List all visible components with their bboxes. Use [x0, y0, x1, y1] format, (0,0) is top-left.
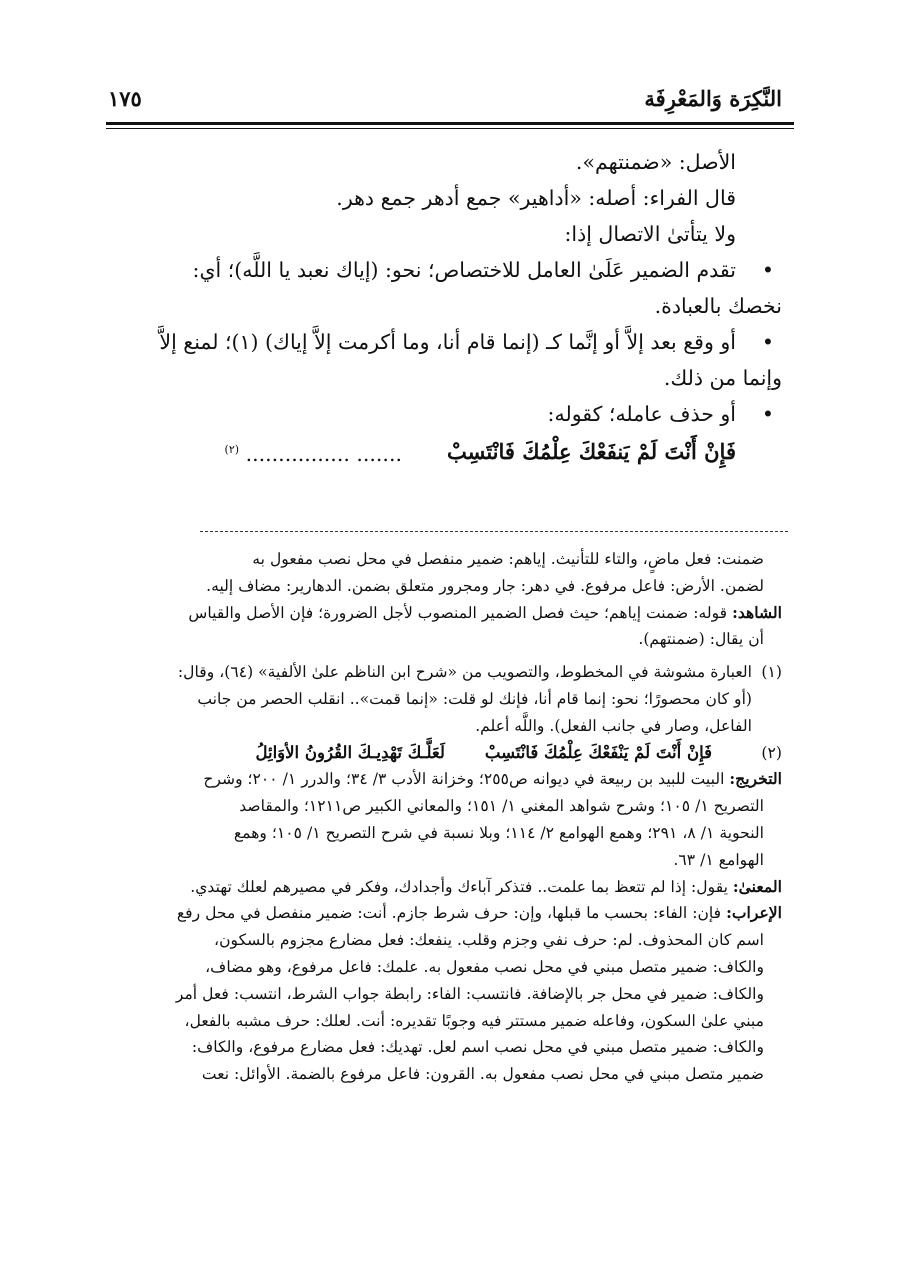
- footnote-mark: (٢): [224, 443, 240, 456]
- footnote-line: المعنىٰ: يقول: إذا لم تتعظ بما علمت.. فتذكر آباءك وأجدادك، وفكر في مصيرهم لعلك تهتدي.: [190, 876, 782, 896]
- main-text: [100, 144, 782, 472]
- footnote-line: الإعراب: فإن: الفاء: بحسب ما قبلها، وإن: حرف شرط جازم. أنت: ضمير منفصل في محل رفع: [176, 903, 782, 923]
- verse-hemistich-a: فَإِنْ أَنْتَ لَمْ يَنْفَعْكَ عِلْمُكَ فَانْتَسِبْ: [484, 742, 712, 762]
- header-rule-thin: [106, 128, 794, 129]
- footnote-line: مبني علىٰ السكون، وفاعله ضمير مستتر فيه وجوبًا تقديره: أنت. لعلك: حرف مشبه بالفعل،: [184, 1011, 764, 1030]
- footnote-line: النحوية ١/ ٨، ٢٩١؛ وهمع الهوامع ٢/ ١١٤؛ وبلا نسبة في شرح التصريح ١/ ١٠٥؛ وهمع: [233, 823, 764, 842]
- footnote-line: أن يقال: (ضمنتهم).: [638, 630, 764, 649]
- bullet-marker: •: [761, 258, 774, 282]
- running-header-title: النَّكِرَة وَالمَعْرِفَة: [644, 86, 782, 111]
- footnotes: [100, 546, 782, 1088]
- footnote-line: والكاف: ضمير في محل جر بالإضافة. فانتسب: الفاء: رابطة جواب الشرط، انتسب: فعل أمر: [175, 984, 764, 1003]
- footnote-1: (١)العبارة مشوشة في المخطوط، والتصويب من «شرح ابن الناظم علىٰ الألفية» (٦٤)، وقال:: [100, 659, 782, 686]
- bullet-text: أو حذف عامله؛ كقوله:: [547, 402, 736, 426]
- footnote-line: والكاف: ضمير متصل مبني في محل نصب اسم لعل. تهديك: فعل مضارع مرفوع، والكاف:: [191, 1038, 764, 1057]
- footnote-line: الفاعل، وصار في جانب الفعل). واللَّه أعلم.: [475, 716, 752, 735]
- main-line: ولا يتأتىٰ الاتصال إذا:: [564, 222, 736, 246]
- page-number: ١٧٥: [108, 86, 142, 111]
- bullet-item: [100, 324, 782, 360]
- bullet-marker: •: [761, 330, 774, 354]
- bullet-continuation: وإنما من ذلك.: [663, 366, 782, 390]
- footnote-line: (أو كان محصورًا؛ نحو: إنما قام أنا، فإنك لو قلت: «إنما قمت».. انقلب الحصر من جانب: [197, 689, 752, 708]
- footnote-line: التخريج: البيت للبيد بن ربيعة في ديوانه ص٢٥٥؛ وخزانة الأدب ٣/ ٣٤؛ والدرر ١/ ٢٠٠؛ وشرح: [203, 769, 782, 789]
- bullet-item: [100, 252, 782, 288]
- bullet-text: أو وقع بعد إلاَّ أو إنَّما كـ (إنما قام أنا، وما أكرمت إلاَّ إياك) (١)؛ لمنع إلاَّ: [159, 330, 736, 354]
- footnote-number: (٢): [761, 743, 782, 762]
- footnote-line: اسم كان المحذوف. لم: حرف نفي وجزم وقلب. ينفعك: فعل مضارع مجزوم بالسكون،: [214, 931, 764, 950]
- main-line: الأصل: «ضمنتهم».: [575, 150, 736, 174]
- footnote-number: (١): [761, 663, 782, 682]
- footnote-line: الهوامع ١/ ٦٣.: [673, 850, 764, 869]
- main-line: قال الفراء: أصله: «أداهير» جمع أدهر جمع دهر.: [336, 186, 736, 210]
- bullet-continuation: نخصك بالعبادة.: [654, 294, 782, 318]
- footnote-line: التصريح ١/ ١٠٥؛ وشرح شواهد المغني ١/ ١٥١؛ والمعاني الكبير ص١٢١١؛ والمقاصد: [239, 797, 764, 816]
- label-irab: الإعراب:: [726, 903, 782, 923]
- bullet-marker: •: [761, 402, 774, 426]
- footnote-line: ضمير متصل مبني في محل نصب مفعول به. القرون: فاعل مرفوع بالضمة. الأوائل: نعت: [201, 1065, 764, 1084]
- label-takhrij: التخريج:: [729, 769, 782, 789]
- verse-line: [100, 432, 782, 472]
- footnote-line: ضمنت: فعل ماضٍ، والتاء للتأنيث. إياهم: ضمير منفصل في محل نصب مفعول به: [252, 550, 764, 568]
- verse-hemistich-b: لَعَلَّـكَ تَهْدِيـكَ القُرُونُ الأوَائِلُ: [255, 742, 445, 762]
- footnote-line: الشاهد: قوله: ضمنت إياهم؛ حيث فصل الضمير المنصوب لأجل الضرورة؛ فإن الأصل والقياس: [188, 602, 782, 622]
- label-meaning: المعنىٰ:: [732, 876, 782, 896]
- label-shahid: الشاهد:: [732, 602, 782, 622]
- verse-hemistich: فَإِنْ أَنْتَ لَمْ يَنفَعْكَ عِلْمُكَ فَانْتَسِبْ: [446, 439, 736, 464]
- footnote-line: لضمن. الأرض: فاعل مرفوع. في دهر: جار ومجرور متعلق بضمن. الدهارير: مضاف إليه.: [206, 576, 764, 595]
- verse-ellipsis: ....... ................ $^{(٢)}$: [224, 441, 402, 466]
- bullet-text: تقدم الضمير عَلَىٰ العامل للاختصاص؛ نحو: (إياك نعبد يا اللَّه)؛ أي:: [192, 258, 736, 282]
- footnote-2: [100, 740, 782, 767]
- header-rule-thick: [106, 122, 794, 125]
- footnote-line: والكاف: ضمير متصل مبني في محل نصب مفعول به. علمك: فاعل مرفوع، وهو مضاف،: [205, 957, 764, 976]
- bullet-item: [100, 396, 782, 432]
- footnote-separator: [200, 531, 788, 532]
